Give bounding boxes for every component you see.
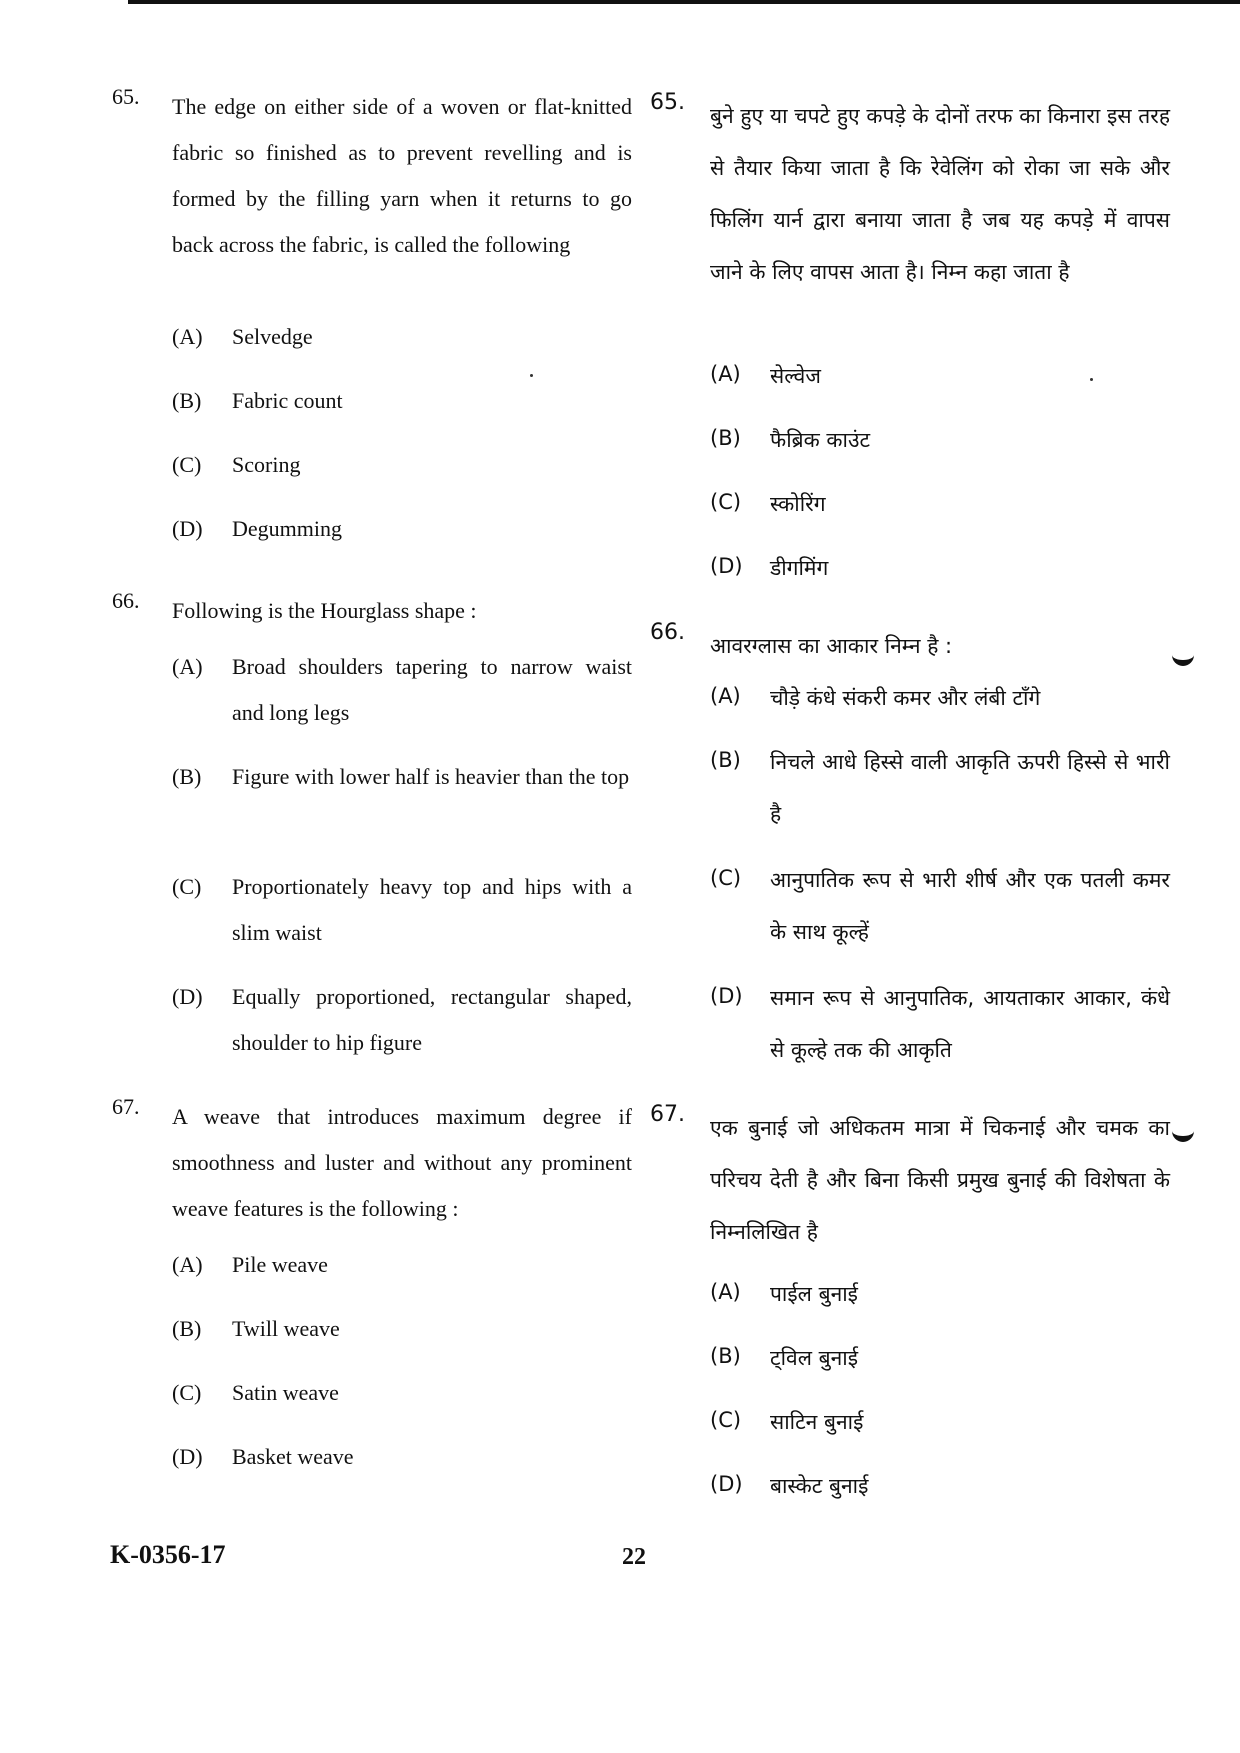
option-key: (D): [172, 984, 203, 1009]
question-number: 66.: [112, 588, 140, 613]
option-text: Degumming: [232, 516, 342, 541]
option-text: स्कोरिंग: [770, 492, 826, 516]
question-text: A weave that introduces maximum degree if smoothness and luster and without any prominent weave features is the following :: [172, 1104, 632, 1221]
option-text: चौड़े कंधे संकरी कमर और लंबी टाँगे: [770, 686, 1041, 710]
scan-dot: [1090, 378, 1093, 381]
option-key: (B): [710, 426, 741, 450]
option-text: फैब्रिक काउंट: [770, 428, 871, 452]
option-key: (D): [172, 516, 203, 541]
option-key: (A): [172, 324, 203, 349]
page-number: 22: [622, 1544, 646, 1570]
option-key: (B): [172, 388, 202, 413]
option-key: (B): [710, 1344, 741, 1368]
question-number: 65.: [112, 84, 140, 109]
question-number: 67.: [650, 1102, 685, 1127]
option-text: आनुपातिक रूप से भारी शीर्ष और एक पतली कमर के साथ कूल्हें: [770, 868, 1170, 944]
option-key: (D): [172, 1444, 203, 1469]
option-key: (D): [710, 1472, 743, 1496]
margin-mark: [1172, 648, 1194, 666]
option-text: साटिन बुनाई: [770, 1410, 864, 1434]
question-number: 67.: [112, 1094, 140, 1119]
scan-dot: [530, 374, 533, 377]
option-text: Proportionately heavy top and hips with a slim waist: [232, 874, 632, 945]
option-text: समान रूप से आनुपातिक, आयताकार आकार, कंधे से कूल्हे तक की आकृति: [770, 986, 1170, 1062]
option-text: पाईल बुनाई: [770, 1282, 858, 1306]
option-text: Figure with lower half is heavier than the top: [232, 764, 630, 789]
option-text: Selvedge: [232, 324, 313, 349]
option-key: (C): [710, 490, 742, 514]
question-text: एक बुनाई जो अधिकतम मात्रा में चिकनाई और चमक का परिचय देती है और बिना किसी प्रमुख बुनाई की विशेषता के निम्नलिखित है: [710, 1116, 1170, 1244]
question-number: 66.: [650, 620, 685, 645]
option-text: Equally proportioned, rectangular shaped, shoulder to hip figure: [232, 984, 632, 1055]
option-text: Twill weave: [232, 1316, 340, 1341]
option-key: (A): [172, 1252, 203, 1277]
question-text: Following is the Hourglass shape :: [172, 598, 477, 623]
question-number: 65.: [650, 90, 685, 115]
option-text: बास्केट बुनाई: [770, 1474, 869, 1498]
option-text: ट्विल बुनाई: [770, 1346, 859, 1370]
option-key: (C): [710, 866, 742, 890]
question-text: बुने हुए या चपटे हुए कपड़े के दोनों तरफ का किनारा इस तरह से तैयार किया जाता है कि रेवेलिंग को रोका जा सके और फिलिंग यार्न द्वारा बनाया जाता है जब यह कपड़े में वापस जाने के लिए वापस आता है। निम्न कहा जाता है: [710, 104, 1170, 284]
option-key: (A): [710, 684, 741, 708]
paper-code: K-0356-17: [110, 1540, 226, 1569]
option-text: डीगमिंग: [770, 556, 829, 580]
option-text: Pile weave: [232, 1252, 328, 1277]
option-text: Scoring: [232, 452, 301, 477]
top-rule: [128, 0, 1240, 4]
option-text: Fabric count: [232, 388, 343, 413]
option-key: (A): [710, 362, 741, 386]
option-key: (B): [172, 764, 202, 789]
option-key: (C): [710, 1408, 742, 1432]
option-key: (C): [172, 874, 202, 899]
option-key: (D): [710, 984, 743, 1008]
option-text: Basket weave: [232, 1444, 354, 1469]
option-key: (C): [172, 1380, 202, 1405]
question-text: The edge on either side of a woven or flat-knitted fabric so finished as to prevent revelling and is formed by the filling yarn when it returns to go back across the fabric, is called the following: [172, 94, 632, 257]
option-text: सेल्वेज: [770, 364, 821, 388]
option-key: (A): [172, 654, 203, 679]
margin-mark: [1172, 1124, 1194, 1142]
option-key: (B): [710, 748, 741, 772]
option-text: Broad shoulders tapering to narrow waist and long legs: [232, 654, 632, 725]
question-text: आवरग्लास का आकार निम्न है :: [710, 634, 953, 658]
option-key: (A): [710, 1280, 741, 1304]
option-text: Satin weave: [232, 1380, 339, 1405]
option-key: (C): [172, 452, 202, 477]
option-key: (B): [172, 1316, 202, 1341]
option-text: निचले आधे हिस्से वाली आकृति ऊपरी हिस्से से भारी है: [770, 750, 1170, 826]
option-key: (D): [710, 554, 743, 578]
